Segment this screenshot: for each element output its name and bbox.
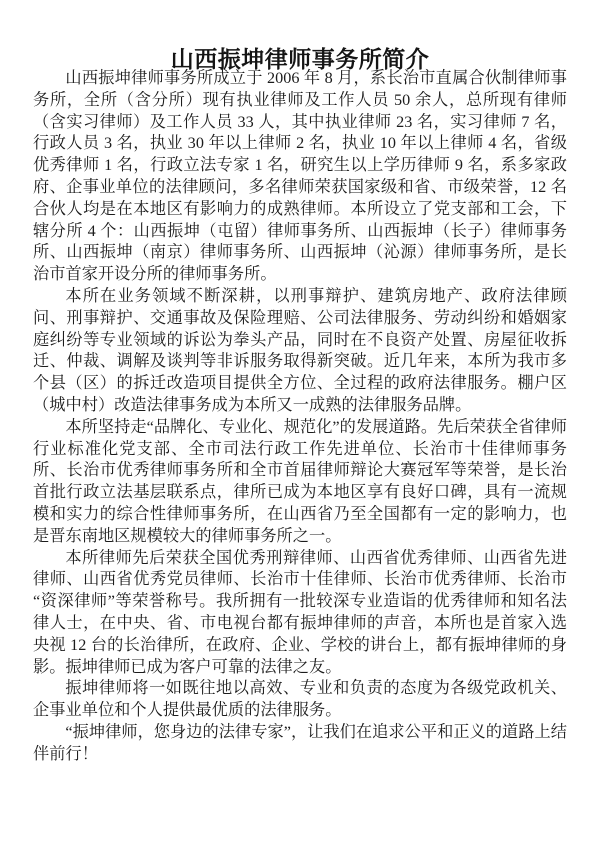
paragraph-3: 本所坚持走“品牌化、专业化、规范化”的发展道路。先后荣获全省律师行业标准化党支部、全市司法行政工作先进单位、长治市十佳律师事务所、长治市优秀律师事务所和全市首届律师辩论大赛冠军等荣誉，是长治首批行政立法基层联系点，律所已成为本地区享有良好口碑，具有一流规模和实力的综合性律师事务所，在山西省乃至全国都有一定的影响力，也是晋东南地区规模较大的律师事务所之一。 — [33, 417, 567, 545]
paragraph-5: 振坤律师将一如既往地以高效、专业和负责的态度为各级党政机关、企事业单位和个人提供最优质的法律服务。 — [33, 679, 567, 720]
document-body — [33, 68, 567, 766]
paragraph-1: 山西振坤律师事务所成立于 2006 年 8 月，系长治市直属合伙制律师事务所，全所（含分所）现有执业律师及工作人员 50 余人，总所现有律师（含实习律师）及工作人员 33 人，其中执业律师 23 名，实习律师 7 名，行政人员 3 名，执业 30 年以上律师 2 名，执业 10 年以上律师 4 名，省级优秀律师 1 名，行政立法专家 1 名，研究生以上学历律师 9 名，系多家政府、企事业单位的法律顾问，多名律师荣获国家级和省、市级荣誉，12 名合伙人均是在本地区有影响力的成熟律师。本所设立了党支部和工会，下辖分所 4 个：山西振坤（屯留）律师事务所、山西振坤（长子）律师事务所、山西振坤（南京）律师事务所、山西振坤（沁源）律师事务所，是长治市首家开设分所的律师事务所。 — [33, 69, 567, 284]
paragraph-6: “振坤律师，您身边的法律专家”，让我们在追求公平和正义的道路上结伴前行！ — [33, 722, 567, 763]
paragraph-2: 本所在业务领域不断深耕，以刑事辩护、建筑房地产、政府法律顾问、刑事辩护、交通事故及保险理赔、公司法律服务、劳动纠纷和婚姻家庭纠纷等专业领域的诉讼为拳头产品，同时在不良资产处置、房屋征收拆迁、仲裁、调解及谈判等非诉服务取得新突破。近几年来，本所为我市多个县（区）的拆迁改造项目提供全方位、全过程的政府法律服务。棚户区（城中村）改造法律事务成为本所又一成熟的法律服务品牌。 — [33, 286, 567, 414]
paragraph-4: 本所律师先后荣获全国优秀刑辩律师、山西省优秀律师、山西省先进律师、山西省优秀党员律师、长治市十佳律师、长治市优秀律师、长治市“资深律师”等荣誉称号。我所拥有一批较深专业造诣的优秀律师和知名法律人士，在中央、省、市电视台都有振坤律师的声音，本所也是首家入选央视 12 台的长治律所，在政府、企业、学校的讲台上，都有振坤律师的身影。振坤律师已成为客户可靠的法律之友。 — [33, 548, 567, 676]
page-title: 山西振坤律师事务所简介 — [170, 47, 430, 74]
